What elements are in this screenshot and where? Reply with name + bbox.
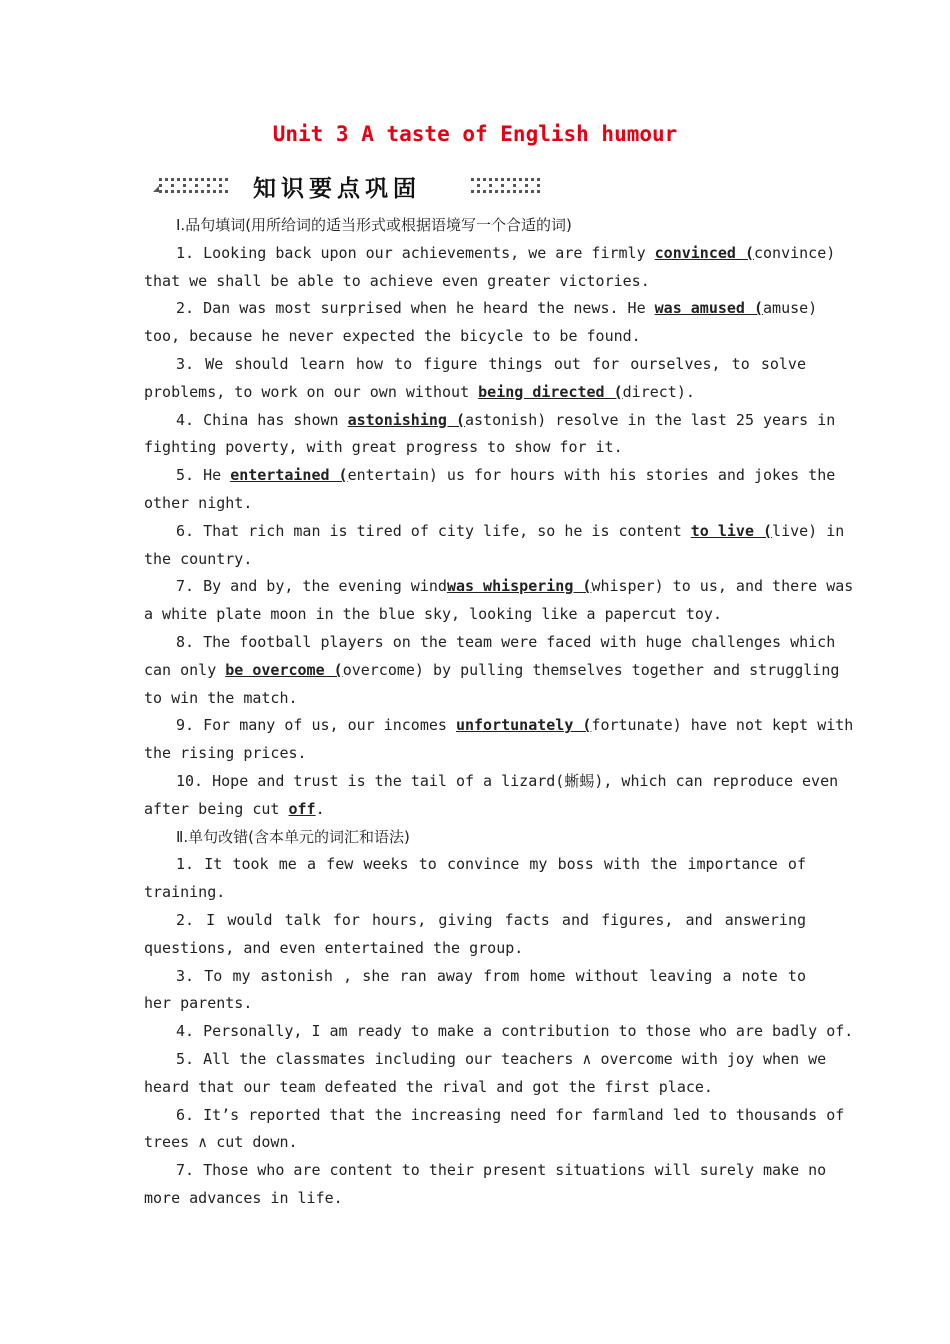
- answer: being directed (: [478, 382, 623, 401]
- answer: was whispering (: [446, 577, 592, 596]
- exercise-item: 7. By and by, the evening windwas whispering (whisper) to us, and there was: [176, 577, 854, 596]
- exercise-item: 6. It’s reported that the increasing need for farmland led to thousands of: [176, 1105, 845, 1124]
- answer: be overcome (: [225, 660, 343, 679]
- banner-title: 知识要点巩固: [253, 176, 421, 202]
- exercise-item: 4. Personally, I am ready to make a contribution to those who are badly of.: [176, 1022, 854, 1041]
- banner-right-decoration: [471, 176, 547, 196]
- section-banner: [153, 170, 545, 200]
- section-heading: Ⅱ.单句改错(含本单元的词汇和语法): [176, 827, 410, 846]
- answer: unfortunately (: [455, 716, 592, 735]
- answer: astonishing (: [347, 410, 465, 429]
- banner-left-decoration: [153, 176, 233, 196]
- section-heading: Ⅰ.品句填词(用所给词的适当形式或根据语境写一个合适的词): [176, 216, 572, 234]
- exercise-content: Ⅰ.品句填词(用所给词的适当形式或根据语境写一个合适的词) 1. Looking back upon our achievements, we are firmly convinced (convince) that we shall be able to achieve even greater victories. 2. Dan was most surprised when he heard the news. He was amused (amuse) too, because he never expected the bicycle to be found. 3. We should learn how to figure things out for ourselves, to solve problems, to work on our own without being directed (direct). 4. China has shown astonishing (astonish) resolve in the last 25 years in fighting poverty, with great progress to show for it. 5. He entertained (entertain) us for hours with his stories and jokes the other night. 6. That rich man is tired of city life, so he is content to live (live) in the country. 7. By and by, the evening windwas whispering (whisper) to us, and there was a white plate moon in the blue sky, looking like a papercut toy. 8. The football players on the team were faced with huge challenges which can only be overcome (overcome) by pulling themselves together and struggling to win the match. 9. For many of us, our incomes unfortunately (fortunate) have not kept with the rising prices. 10. Hope and trust is the tail of a lizard(蜥蜴), which can reproduce even after being cut off. Ⅱ.单句改错(含本单元的词汇和语法) 1. It took me a few weeks to convince my boss with the importance of training. 2. I would talk for hours, giving facts and figures, and answering questions, and even entertained the group. 3. To my astonish , she ran away from home without leaving a note to her parents. 4. Personally, I am ready to make a contribution to those who are badly of. 5. All the classmates including our teachers ∧ overcome with joy when we heard that our team defeated the rival and got the first place. 6. It’s reported that the increasing need for farmland led to thousands of trees ∧ cut down. 7. Those who are content to their present situations will surely make no more advances in life.: [144, 212, 806, 1213]
- page-title: Unit 3 A taste of English humour: [272, 122, 678, 146]
- exercise-item: 4. China has shown astonishing (astonish) resolve in the last 25 years in: [176, 410, 836, 429]
- answer: to live (: [690, 521, 773, 540]
- answer: was amused (: [654, 299, 764, 318]
- exercise-item: 5. He entertained (entertain) us for hours with his stories and jokes the: [176, 466, 836, 485]
- exercise-item: 2. I would talk for hours, giving facts and figures, and answering: [176, 910, 806, 929]
- answer: entertained (: [230, 466, 348, 485]
- answer: off: [288, 799, 316, 818]
- exercise-item: 5. All the classmates including our teachers ∧ overcome with joy when we: [176, 1049, 827, 1068]
- exercise-item: 3. We should learn how to figure things out for ourselves, to solve: [176, 354, 806, 373]
- exercise-item: 10. Hope and trust is the tail of a lizard(蜥蜴), which can reproduce even: [176, 771, 839, 790]
- exercise-item: 6. That rich man is tired of city life, so he is content to live (live) in: [176, 521, 845, 540]
- exercise-item: 2. Dan was most surprised when he heard the news. He was amused (amuse): [176, 299, 818, 318]
- exercise-item: 3. To my astonish , she ran away from home without leaving a note to: [176, 966, 806, 985]
- answer: convinced (: [654, 243, 754, 262]
- exercise-item: 1. It took me a few weeks to convince my boss with the importance of: [176, 855, 806, 874]
- exercise-item: 9. For many of us, our incomes unfortunately (fortunate) have not kept with: [176, 716, 854, 735]
- exercise-item: 7. Those who are content to their present situations will surely make no: [176, 1161, 827, 1180]
- exercise-item: 1. Looking back upon our achievements, we are firmly convinced (convince): [176, 243, 836, 262]
- exercise-item: 8. The football players on the team were faced with huge challenges which: [176, 632, 836, 651]
